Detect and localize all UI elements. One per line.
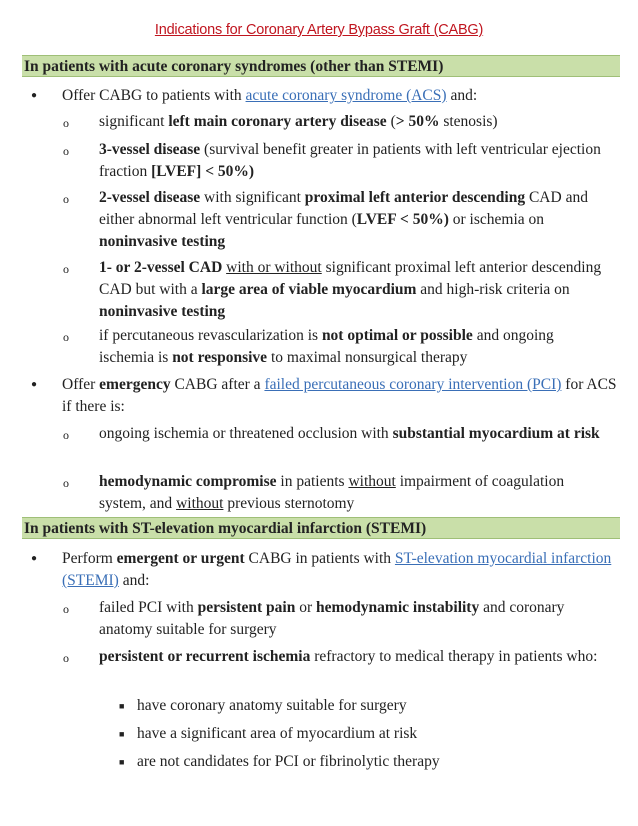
list-item: o persistent or recurrent ischemia refractory to medical therapy in patients who: bbox=[99, 646, 604, 668]
list-item: ● Offer emergency CABG after a failed percutaneous coronary intervention (PCI) for ACS if there is: bbox=[31, 376, 617, 415]
list-item: ■ have coronary anatomy suitable for surgery bbox=[137, 695, 607, 717]
section-heading-acs: In patients with acute coronary syndromes (other than STEMI) bbox=[22, 55, 620, 77]
circle-bullet-icon: o bbox=[63, 428, 69, 442]
list-item: o 2-vessel disease with significant proximal left anterior descending CAD and either abnormal left ventricular function (LVEF < 50%) or ischemia on noninvasive testing bbox=[63, 189, 588, 250]
circle-bullet-icon: o bbox=[63, 262, 69, 276]
bullet-icon: ● bbox=[31, 90, 38, 101]
list-item: ● Offer CABG to patients with acute coronary syndrome (ACS) and: bbox=[62, 85, 622, 107]
list-item: o significant left main coronary artery disease (> 50% stenosis) bbox=[99, 111, 604, 133]
circle-bullet-icon: o bbox=[63, 476, 69, 490]
bullet-icon: ● bbox=[31, 553, 38, 564]
list-item: ■ are not candidates for PCI or fibrinolytic therapy bbox=[137, 751, 607, 773]
list-item: o hemodynamic compromise in patients without impairment of coagulation system, and without previous sternotomy bbox=[63, 473, 565, 512]
list-item: o 3-vessel disease (survival benefit greater in patients with left ventricular ejection fraction [LVEF] < 50%) bbox=[63, 141, 601, 180]
list-item: o failed PCI with persistent pain or hemodynamic instability and coronary anatomy suitable for surgery bbox=[63, 599, 565, 638]
stemi-link[interactable]: ST-elevation myocardial infarction (STEMI) bbox=[62, 550, 612, 589]
section-heading-stemi: In patients with ST-elevation myocardial infarction (STEMI) bbox=[22, 517, 620, 539]
circle-bullet-icon: o bbox=[63, 144, 69, 158]
page-title: Indications for Coronary Artery Bypass Graft (CABG) bbox=[154, 22, 484, 38]
list-item: ● Perform emergent or urgent CABG in patients with ST-elevation myocardial infarction (STEMI) and: bbox=[31, 550, 612, 589]
circle-bullet-icon: o bbox=[63, 192, 69, 206]
list-item: o ongoing ischemia or threatened occlusion with substantial myocardium at risk bbox=[99, 423, 604, 445]
circle-bullet-icon: o bbox=[63, 602, 69, 616]
list-item: o 1- or 2-vessel CAD with or without significant proximal left anterior descending CAD but with a large area of viable myocardium and high-risk criteria on noninvasive testing bbox=[63, 259, 602, 320]
square-bullet-icon: ■ bbox=[119, 701, 125, 711]
circle-bullet-icon: o bbox=[63, 116, 69, 130]
circle-bullet-icon: o bbox=[63, 330, 69, 344]
acs-link[interactable]: acute coronary syndrome (ACS) bbox=[245, 87, 447, 104]
list-item: o if percutaneous revascularization is not optimal or possible and ongoing ischemia is not responsive to maximal nonsurgical therapy bbox=[63, 327, 554, 366]
bullet-icon: ● bbox=[31, 379, 38, 390]
square-bullet-icon: ■ bbox=[119, 757, 125, 767]
square-bullet-icon: ■ bbox=[119, 729, 125, 739]
list-item: ■ have a significant area of myocardium at risk bbox=[137, 723, 607, 745]
pci-link[interactable]: failed percutaneous coronary intervention (PCI) bbox=[264, 376, 562, 393]
circle-bullet-icon: o bbox=[63, 651, 69, 665]
